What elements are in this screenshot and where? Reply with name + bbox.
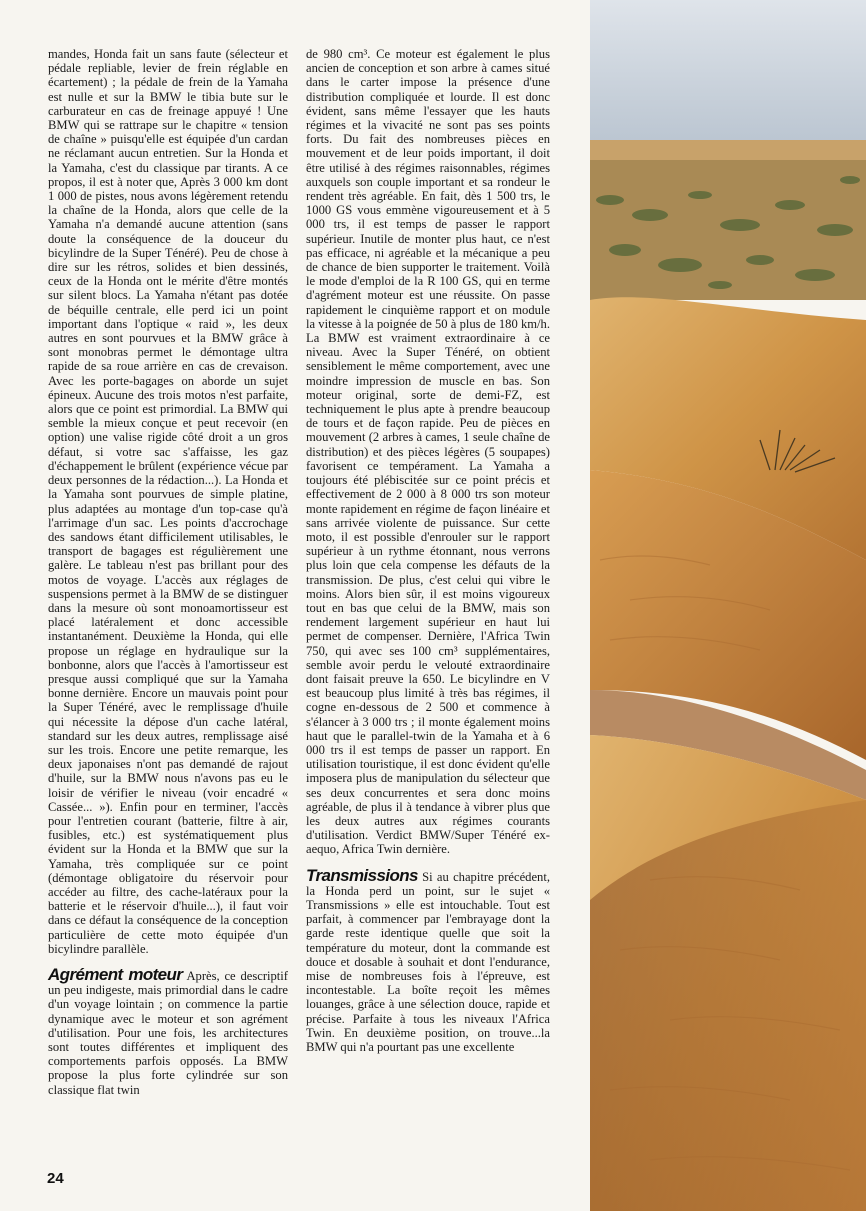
section-text: Si au chapitre précédent, la Honda perd un point, sur le sujet « Transmissions » elle est intouchable. Tout est parfait, à commencer par l'embrayage dont la garde reste identique quelle que soit la température du moteur, dont la commande est douce et dosable à souhait et dont l'endurance, mise de nombreuses fois à l'épreuve, est incontestable. La boîte reçoit les mêmes louanges, grâce à une sélection douce, rapide et précise. Parfaite à tous les niveaux l'Africa Twin. En deuxième position, on trouve...la BMW qui n'a pourtant pas une excellente [306, 869, 550, 1055]
section-text: Après, ce descriptif un peu indigeste, mais primordial dans le cadre d'un voyage lointain ; on commence la partie dynamique avec le moteur et son agrément d'utilisation. Pour une fois, les architectures sont toutes différentes et impliquent des comportements parfois opposés. La BMW propose la plus forte cylindrée sur son classique flat twin [48, 969, 289, 1097]
text-column-left [48, 47, 288, 1097]
section-heading-transmissions: Transmissions [306, 865, 418, 885]
section-paragraph [48, 965, 289, 1097]
section-heading-agrement-moteur: Agrément moteur [48, 965, 183, 984]
far-plain [590, 140, 866, 160]
section-paragraph [306, 865, 550, 1055]
desert-dunes-photo [590, 0, 866, 1211]
body-paragraph: de 980 cm³. Ce moteur est également le plus ancien de conception et son arbre à cames situé dans le carter impose la présence d'une distribution compliquée et lourde. Il est donc évident, sans même l'essayer que les hauts régimes et la vivacité ne sont pas ses points forts. Du fait des nombreuses pièces en mouvement et de leur poids important, il doit être utilisé à des régimes raisonnables, régimes auxquels son couple important et sa rondeur le rendent très agréable. En fait, dès 1 500 trs, le 1000 GS vous emmène vigoureusement et à 5 000 trs, il est temps de passer le rapport supérieur. Inutile de monter plus haut, ce n'est pas efficace, ni agréable et la mécanique a peu de chance de bien supporter le traitement. Voilà le mode d'emploi de la R 100 GS, qui en terme d'agrément moteur est une réussite. On passe rapidement le cinquième rapport et on module la vitesse à la poignée de 50 à plus de 180 km/h. La BMW est vraiment extraordinaire à ce niveau. Avec la Super Ténéré, on obtient sensiblement le même comportement, avec une moindre impression de muscle en bas. Son moteur original, sorte de demi-FZ, est techniquement le plus apte à prendre beaucoup de tours et de façon rapide. Peu de pièces en mouvement (2 arbres à cames, 1 seule chaîne de distribution) et des pièces légères (5 soupapes) favorisent ce tempérament. La Yamaha a toujours été plébiscitée sur ce point précis et effectivement de 2 000 à 8 000 trs son moteur monte rapidement en régime de façon linéaire et sans arrivée violente de puissance. Sur cette moto, il est possible d'enrouler sur le rapport supérieur à un rythme étonnant, nous verrons plus loin que cela compense les défauts de la transmission. De plus, c'est celui qui vibre le moins. Alors bien sûr, il est moins vigoureux tout en bas que celui de la BMW, mais son rendement largement supérieur en haut lui permet de compenser. Dernière, l'Africa Twin 750, qui avec ses 100 cm³ supplémentaires, semble avoir perdu le velouté extraordinaire dont faisait preuve la 650. Le bicylindre en V est beaucoup plus limité à très bas régimes, il cogne en-dessous de 2 500 et commence à s'élancer à 3 000 trs ; il monte également moins haut que le parallel-twin de la Yamaha et à 6 000 trs il est temps de passer un rapport. En utilisation touristique, il est donc évident qu'elle imposera plus de manipulation du sélecteur que ses deux concurrentes et sera donc moins agréable, de plus il à tendance à vibrer plus que les deux autres aux régimes courants d'utilisation. Verdict BMW/Super Ténéré ex-aequo, Africa Twin dernière. [306, 47, 550, 857]
body-paragraph: mandes, Honda fait un sans faute (sélecteur et pédale repliable, levier de frein réglable en écartement) ; la pédale de frein de la Yamaha est nulle et sur la BMW le tibia bute sur le carburateur en cas de freinage appuyé ! Une BMW qui se rattrape sur le chapitre « tension de chaîne » puisqu'elle est équipée d'un cardan ne réclamant aucun entretien. Sur la Honda et la Yamaha, c'est du classique par tirants. A ce propos, il est à noter que, Après 3 000 km dont 1 000 de pistes, nous avons légèrement retendu la chaîne de la Honda, alors que celle de la Yamaha n'a demandé aucune attention (sans doute la conséquence de la douceur du bicylindre de la Super Ténéré). Peu de chose à dire sur les rétros, solides et bien dessinés, ceux de la Honda ont le mérite d'être montés sur silent blocs. La Yamaha n'étant pas dotée de béquille centrale, elle perd ici un point important dans l'optique « raid », les deux autres en sont pourvues et la BMW grâce à sont monobras permet le démontage ultra rapide de sa roue arrière en cas de crevaison. Avec les porte-bagages on aborde un sujet épineux. Aucune des trois motos n'est parfaite, alors que ce point est primordial. La BMW qui semble la mieux conçue et peut recevoir (en option) une valise rigide côté droit a un gros défaut, si votre sac s'affaisse, les gaz d'échappement le brûlent (expérience vécue par deux personnes de la rédaction...). La Honda et la Yamaha sont pourvues de simple platine, plus adaptées au montage d'un top-case qu'à l'arrimage d'un sac. Les points d'accrochage des sandows étant difficilement utilisables, le transport de bagages est régulièrement une galère. Le tableau n'est pas brillant pour des motos de voyage. L'accès aux réglages de suspensions permet à la BMW de se distinguer dans la mesure où sont monoamortisseur est placé latéralement et donc accessible instantanément. Deuxième la Honda, qui elle propose un réglage en hydraulique sur la bonbonne, alors que l'accès à l'amortisseur est presque aussi compliqué que sur la Yamaha bonne dernière. Encore un mauvais point pour la Super Ténéré, avec le remplissage d'huile qui nécessite la dépose d'un cache latéral, standard sur les deux autres, remplissage aisé sur les trois. Encore une petite remarque, les deux japonaises n'ont pas demandé de rajout d'huile, sur la BMW nous n'avons pas eu le loisir de vérifier le niveau (voir encadré « Cassée... »). Enfin pour en terminer, l'accès pour l'entretien courant (batterie, filtre à air, fusibles, etc.) est systématiquement plus évident sur la Honda et la BMW que sur la Yamaha, très compliquée sur ce point (démontage obligatoire du réservoir pour accéder au filtre, des cache-latéraux pour la batterie et le réservoir d'huile...), il faut voir dans ce défaut la conséquence de la conception particulière de cette moto équipée d'un bicylindre parallèle. [48, 47, 288, 956]
text-column-middle [306, 47, 550, 1054]
sky [590, 0, 866, 150]
page-number: 24 [47, 1170, 64, 1187]
